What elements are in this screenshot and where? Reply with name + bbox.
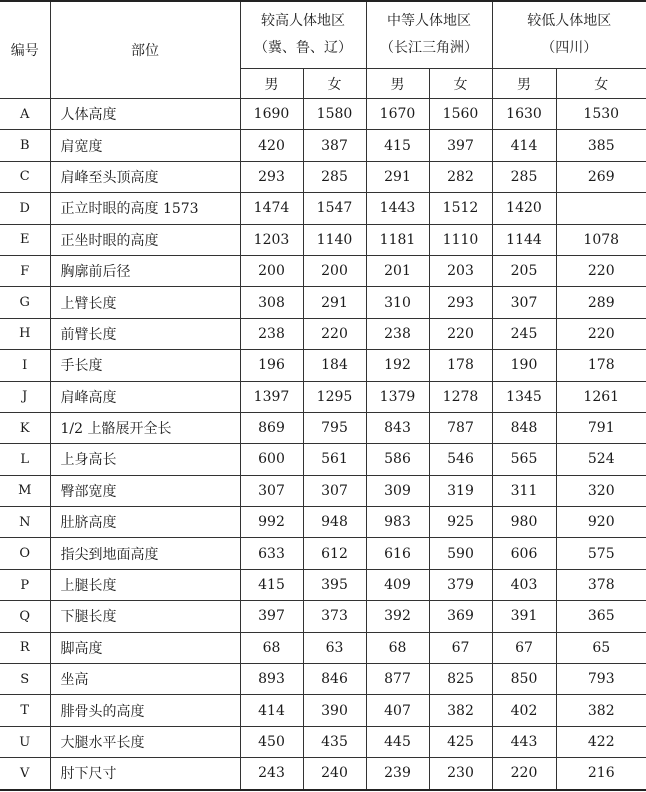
value-short-female: 793 [556, 664, 646, 695]
value-tall-female: 1547 [303, 193, 366, 224]
row-id: D [0, 193, 50, 224]
value-medium-male: 407 [366, 695, 429, 726]
value-medium-female: 1560 [429, 99, 492, 130]
value-short-female: 524 [556, 444, 646, 475]
table-row [0, 161, 646, 192]
header-female: 女 [303, 69, 366, 99]
value-medium-female: 425 [429, 726, 492, 757]
value-medium-male: 983 [366, 507, 429, 538]
table-row [0, 538, 646, 569]
group-subtitle: （四川） [541, 40, 598, 56]
group-title: 较高人体地区 [261, 13, 345, 29]
value-short-female: 385 [556, 130, 646, 161]
value-short-female: 575 [556, 538, 646, 569]
table-row [0, 475, 646, 506]
value-short-female: 791 [556, 412, 646, 443]
value-tall-male: 1474 [240, 193, 303, 224]
value-medium-male: 415 [366, 130, 429, 161]
value-medium-female: 925 [429, 507, 492, 538]
value-tall-male: 68 [240, 632, 303, 663]
value-medium-female: 369 [429, 601, 492, 632]
value-short-male: 307 [492, 287, 556, 318]
value-short-male: 403 [492, 569, 556, 600]
row-part: 正立时眼的高度 1573 [50, 193, 240, 224]
row-id: F [0, 255, 50, 286]
value-tall-female: 1580 [303, 99, 366, 130]
row-id: G [0, 287, 50, 318]
row-part: 上腿长度 [50, 569, 240, 600]
value-tall-male: 415 [240, 569, 303, 600]
row-part: 肚脐高度 [50, 507, 240, 538]
value-short-male: 1144 [492, 224, 556, 255]
value-medium-male: 310 [366, 287, 429, 318]
value-medium-female: 1278 [429, 381, 492, 412]
value-tall-male: 397 [240, 601, 303, 632]
value-tall-female: 1140 [303, 224, 366, 255]
value-tall-male: 869 [240, 412, 303, 443]
value-tall-male: 200 [240, 255, 303, 286]
group-title: 中等人体地区 [387, 13, 471, 29]
value-medium-male: 1181 [366, 224, 429, 255]
value-short-male: 443 [492, 726, 556, 757]
value-medium-male: 1379 [366, 381, 429, 412]
value-short-female: 216 [556, 758, 646, 790]
value-tall-female: 395 [303, 569, 366, 600]
row-part: 人体高度 [50, 99, 240, 130]
value-tall-male: 992 [240, 507, 303, 538]
row-part: 坐高 [50, 664, 240, 695]
value-tall-male: 420 [240, 130, 303, 161]
value-tall-female: 184 [303, 350, 366, 381]
value-tall-female: 63 [303, 632, 366, 663]
row-id: H [0, 318, 50, 349]
row-id: A [0, 99, 50, 130]
row-id: I [0, 350, 50, 381]
value-short-male: 220 [492, 758, 556, 790]
value-tall-female: 387 [303, 130, 366, 161]
value-medium-male: 68 [366, 632, 429, 663]
value-medium-male: 201 [366, 255, 429, 286]
value-tall-male: 633 [240, 538, 303, 569]
table-row [0, 99, 646, 130]
value-short-male: 565 [492, 444, 556, 475]
table-row [0, 507, 646, 538]
value-short-male: 391 [492, 601, 556, 632]
value-tall-female: 240 [303, 758, 366, 790]
table-body [0, 99, 646, 790]
value-tall-female: 435 [303, 726, 366, 757]
value-tall-male: 600 [240, 444, 303, 475]
table-row [0, 255, 646, 286]
row-part: 肩宽度 [50, 130, 240, 161]
value-medium-male: 843 [366, 412, 429, 443]
table-row [0, 224, 646, 255]
value-tall-male: 196 [240, 350, 303, 381]
table-header [0, 1, 646, 99]
value-tall-male: 414 [240, 695, 303, 726]
value-medium-female: 203 [429, 255, 492, 286]
value-medium-male: 309 [366, 475, 429, 506]
row-id: V [0, 758, 50, 790]
value-medium-female: 293 [429, 287, 492, 318]
value-tall-male: 243 [240, 758, 303, 790]
table-row [0, 695, 646, 726]
header-female: 女 [556, 69, 646, 99]
value-short-female: 1078 [556, 224, 646, 255]
value-short-male: 402 [492, 695, 556, 726]
value-tall-male: 893 [240, 664, 303, 695]
value-medium-female: 178 [429, 350, 492, 381]
value-short-female: 320 [556, 475, 646, 506]
value-medium-female: 319 [429, 475, 492, 506]
value-medium-female: 1512 [429, 193, 492, 224]
group-title: 较低人体地区 [527, 13, 612, 29]
value-medium-female: 220 [429, 318, 492, 349]
row-id: U [0, 726, 50, 757]
row-part: 上臂长度 [50, 287, 240, 318]
value-tall-female: 220 [303, 318, 366, 349]
value-short-female: 289 [556, 287, 646, 318]
value-medium-male: 192 [366, 350, 429, 381]
table-row [0, 412, 646, 443]
value-medium-female: 230 [429, 758, 492, 790]
value-short-male: 606 [492, 538, 556, 569]
value-short-female: 220 [556, 318, 646, 349]
value-short-female: 422 [556, 726, 646, 757]
value-short-male: 980 [492, 507, 556, 538]
table-row [0, 758, 646, 790]
value-medium-female: 590 [429, 538, 492, 569]
row-id: B [0, 130, 50, 161]
row-part: 大腿水平长度 [50, 726, 240, 757]
row-part: 肘下尺寸 [50, 758, 240, 790]
value-short-male: 67 [492, 632, 556, 663]
value-short-female: 365 [556, 601, 646, 632]
value-short-male: 245 [492, 318, 556, 349]
value-tall-male: 1397 [240, 381, 303, 412]
value-medium-male: 1670 [366, 99, 429, 130]
value-medium-female: 379 [429, 569, 492, 600]
value-short-female: 269 [556, 161, 646, 192]
row-part: 脚高度 [50, 632, 240, 663]
value-tall-male: 238 [240, 318, 303, 349]
row-id: C [0, 161, 50, 192]
value-tall-female: 846 [303, 664, 366, 695]
value-medium-male: 392 [366, 601, 429, 632]
value-short-female: 65 [556, 632, 646, 663]
row-id: N [0, 507, 50, 538]
value-short-female: 1530 [556, 99, 646, 130]
table-row [0, 381, 646, 412]
row-part: 正坐时眼的高度 [50, 224, 240, 255]
value-medium-female: 397 [429, 130, 492, 161]
header-female: 女 [429, 69, 492, 99]
value-medium-female: 787 [429, 412, 492, 443]
table-row [0, 287, 646, 318]
value-tall-female: 1295 [303, 381, 366, 412]
value-short-male: 1345 [492, 381, 556, 412]
table-row [0, 632, 646, 663]
table-row [0, 726, 646, 757]
header-group-medium [366, 1, 492, 69]
value-medium-female: 382 [429, 695, 492, 726]
value-short-female: 178 [556, 350, 646, 381]
value-short-female: 220 [556, 255, 646, 286]
row-id: M [0, 475, 50, 506]
header-male: 男 [366, 69, 429, 99]
row-part: 1/2 上骼展开全长 [50, 412, 240, 443]
value-short-male: 311 [492, 475, 556, 506]
value-short-male: 848 [492, 412, 556, 443]
value-medium-female: 546 [429, 444, 492, 475]
value-short-female: 1261 [556, 381, 646, 412]
header-id: 编号 [0, 1, 50, 99]
value-tall-male: 308 [240, 287, 303, 318]
value-short-male: 414 [492, 130, 556, 161]
value-tall-male: 293 [240, 161, 303, 192]
table-row [0, 664, 646, 695]
table-row [0, 444, 646, 475]
value-medium-female: 67 [429, 632, 492, 663]
row-part: 手长度 [50, 350, 240, 381]
table-row [0, 569, 646, 600]
row-part: 肩峰至头顶高度 [50, 161, 240, 192]
value-short-female: 920 [556, 507, 646, 538]
value-short-female [556, 193, 646, 224]
row-id: K [0, 412, 50, 443]
value-medium-male: 616 [366, 538, 429, 569]
row-id: O [0, 538, 50, 569]
group-subtitle: （冀、鲁、辽） [254, 40, 352, 56]
value-tall-female: 948 [303, 507, 366, 538]
value-short-male: 285 [492, 161, 556, 192]
value-tall-male: 1690 [240, 99, 303, 130]
table-row [0, 318, 646, 349]
row-part: 腓骨头的高度 [50, 695, 240, 726]
value-short-female: 378 [556, 569, 646, 600]
row-id: Q [0, 601, 50, 632]
row-id: S [0, 664, 50, 695]
group-subtitle: （长江三角洲） [380, 40, 478, 56]
value-short-male: 1420 [492, 193, 556, 224]
value-tall-female: 291 [303, 287, 366, 318]
row-id: L [0, 444, 50, 475]
value-medium-male: 291 [366, 161, 429, 192]
value-medium-male: 409 [366, 569, 429, 600]
value-medium-male: 586 [366, 444, 429, 475]
header-male: 男 [240, 69, 303, 99]
value-tall-female: 390 [303, 695, 366, 726]
table-row [0, 130, 646, 161]
value-tall-male: 450 [240, 726, 303, 757]
value-tall-female: 373 [303, 601, 366, 632]
value-medium-female: 1110 [429, 224, 492, 255]
value-short-male: 190 [492, 350, 556, 381]
table-row [0, 350, 646, 381]
header-group-tall [240, 1, 366, 69]
row-part: 指尖到地面高度 [50, 538, 240, 569]
value-tall-male: 1203 [240, 224, 303, 255]
value-medium-male: 239 [366, 758, 429, 790]
row-part: 臀部宽度 [50, 475, 240, 506]
row-part: 上身高长 [50, 444, 240, 475]
table-row [0, 193, 646, 224]
value-tall-female: 307 [303, 475, 366, 506]
header-part: 部位 [50, 1, 240, 99]
row-part: 前臂长度 [50, 318, 240, 349]
row-id: R [0, 632, 50, 663]
value-short-male: 1630 [492, 99, 556, 130]
row-part: 下腿长度 [50, 601, 240, 632]
value-medium-male: 445 [366, 726, 429, 757]
value-medium-female: 282 [429, 161, 492, 192]
value-tall-female: 200 [303, 255, 366, 286]
value-short-male: 850 [492, 664, 556, 695]
row-id: P [0, 569, 50, 600]
row-id: E [0, 224, 50, 255]
value-medium-male: 1443 [366, 193, 429, 224]
value-medium-female: 825 [429, 664, 492, 695]
row-id: J [0, 381, 50, 412]
value-short-female: 382 [556, 695, 646, 726]
header-group-short [492, 1, 646, 69]
value-short-male: 205 [492, 255, 556, 286]
value-tall-female: 612 [303, 538, 366, 569]
row-id: T [0, 695, 50, 726]
table-row [0, 601, 646, 632]
header-male: 男 [492, 69, 556, 99]
value-tall-female: 795 [303, 412, 366, 443]
value-medium-male: 238 [366, 318, 429, 349]
value-tall-female: 285 [303, 161, 366, 192]
row-part: 肩峰高度 [50, 381, 240, 412]
value-tall-female: 561 [303, 444, 366, 475]
value-tall-male: 307 [240, 475, 303, 506]
row-part: 胸廓前后径 [50, 255, 240, 286]
value-medium-male: 877 [366, 664, 429, 695]
